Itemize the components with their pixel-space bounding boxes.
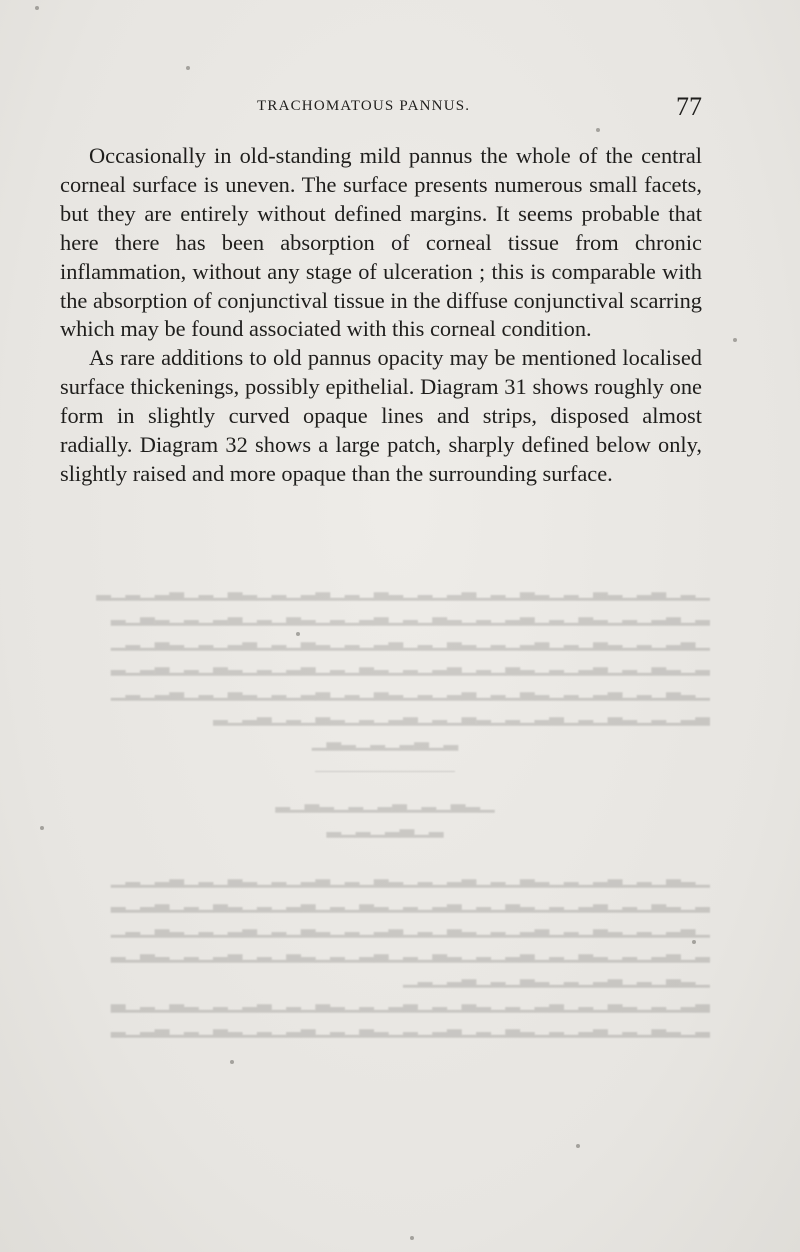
paragraph: As rare additions to old pannus opacity may be mentioned localised surface thickenings, possibly epithelial. Diagram 31 shows roughly one form in slightly curved opaque lines and strips, disposed almost radially. Diagram 32 shows a large patch, sharply defined below only, slightly raised and more opaque than the surrounding surface. [60,345,702,486]
paper-speck [40,826,44,830]
paper-speck [576,1144,580,1148]
show-through-texture: ▁▂▁▃▂▁▂▃▁▂▁▂▃▁▂▁▃▂▁▂▁▂▃▁▂▁▃▂▁▂▁▂▃▁▂▁▃▂▁▂▁▂ ▂▁▃▂▁▂▁▂▃▁▂▁▃▂▁▂▁▂▃▁▂▁▃▂▁▂▁▂▃▁▂▁▃▂▁▂▁▂▃▁▂ ▁▃▂▁▂▁▂▃▁▂▁▃▂▁▂▁▂▃▁▂▁▃▂▁▂▁▂▃▁▂▁▃▂▁▂▁▂▃▁▂▁ ▂▁▂▃▁▂▁▃▂▁▂▁▂▃▁▂▁▃▂▁▂▁▂▃▁▂▁▃▂▁▂▁▂▃▁▂▁▃▂▁▂ ▁▂▃▁▂▁▃▂▁▂▁▂▃▁▂▁▃▂▁▂▁▂▃▁▂▁▃▂▁▂▁▂▃▁▂▁▃▂▁▂▁ ▃▂▁▂▁▂▃▁▂▁▃▂▁▂▁▂▃▁▂▁▃▂▁▂▁▂▃▁▂▁▃▂▁▂ ▂▁▃▂▁▂▁▂▃▁ ▁▂▃▁▂▁▃▂▁▂▁▂▃▁▂ ▂▁▃▂▁▂▁▂ ▁▂▃▁▂▁▃▂▁▂▁▂▃▁▂▁▃▂▁▂▁▂▃▁▂▁▃▂▁▂▁▂▃▁▂▁▃▂▁▂▁ ▂▁▂▃▁▂▁▃▂▁▂▁▂▃▁▂▁▃▂▁▂▁▂▃▁▂▁▃▂▁▂▁▂▃▁▂▁▃▂▁▂ ▁▃▂▁▂▁▂▃▁▂▁▃▂▁▂▁▂▃▁▂▁▃▂▁▂▁▂▃▁▂▁▃▂▁▂▁▂▃▁▂▁ ▂▁▃▂▁▂▁▂▃▁▂▁▃▂▁▂▁▂▃▁▂▁▃▂▁▂▁▂▃▁▂▁▃▂▁▂▁▂▃▁▂ ▁▂▃▁▂▁▃▂▁▂▁▂▃▁▂▁▃▂▁▂▁ ▃▂▁▂▁▂▃▁▂▁▃▂▁▂▁▂▃▁▂▁▃▂▁▂▁▂▃▁▂▁▃▂▁▂▁▂▃▁▂▁▃ ▂▁▂▃▁▂▁▃▂▁▂▁▂▃▁▂▁▃▂▁▂▁▂▃▁▂▁▃▂▁▂▁▂▃▁▂▁▃▂▁▂ [96,580,710,1038]
paragraph: Occasionally in old-standing mild pannus the whole of the central corneal surface is uneven. The surface presents numerous small facets, but they are entirely without defined margins. It seems probable that here there has been absorption of corneal tissue from chronic inflammation, without any stage of ulceration ; this is comparable with the absorption of conjunctival tissue in the diffuse conjunctival scarring which may be found associated with this corneal condition. [60,143,702,342]
paper-speck [692,940,696,944]
body-text [60,142,702,489]
paper-speck [35,6,39,10]
running-head [62,92,702,126]
paper-speck [230,1060,234,1064]
page-number: 77 [676,92,702,121]
paper-speck [186,66,190,70]
paper-speck [410,1236,414,1240]
paper-speck [596,128,600,132]
paper-speck [296,632,300,636]
paper-speck [733,338,737,342]
running-title: TRACHOMATOUS PANNUS. [257,98,471,114]
